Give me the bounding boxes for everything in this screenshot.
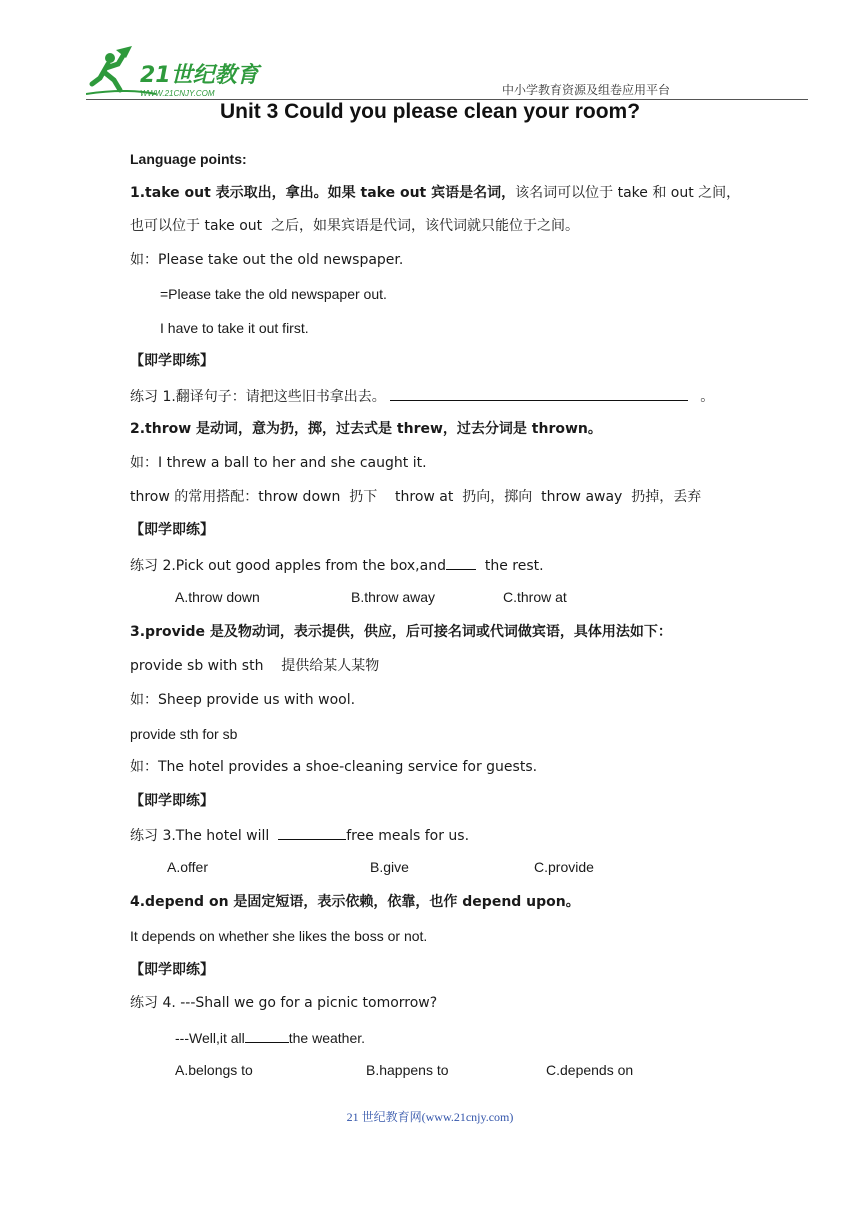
exercise-3-end: free meals for us. <box>346 828 470 844</box>
logo-text: 21世纪教育 <box>140 63 259 88</box>
exercise-1-prompt: 练习 1.翻译句子：请把这些旧书拿出去。 <box>130 389 386 405</box>
practice-heading: 【即学即练】 <box>130 522 214 538</box>
practice-heading: 【即学即练】 <box>130 793 214 809</box>
exercise-2 <box>130 555 544 575</box>
page-header <box>86 44 808 102</box>
example-line: 如：Sheep provide us with wool. <box>130 692 356 708</box>
exercise-4-reply <box>175 1028 365 1047</box>
point-1-heading <box>130 183 740 202</box>
logo-21cnjy <box>86 44 286 100</box>
exercise-1 <box>130 386 714 406</box>
page-footer: 21 世纪教育网(www.21cnjy.com) <box>346 1110 514 1124</box>
exercise-3 <box>130 825 469 845</box>
exercise-4: 练习 4. ---Shall we go for a picnic tomorrow? <box>130 995 438 1011</box>
section-heading: Language points: <box>130 151 247 167</box>
usage-line: provide sth for sb <box>130 726 238 742</box>
exercise-3-prompt: 练习 3.The hotel will <box>130 828 279 844</box>
example-line: 如：I threw a ball to her and she caught it. <box>130 455 427 471</box>
answer-blank[interactable] <box>446 555 476 570</box>
option-c[interactable]: C.throw at <box>503 589 567 605</box>
page-title: Unit 3 Could you please clean your room? <box>219 100 641 123</box>
exercise-2-prompt: 练习 2.Pick out good apples from the box,and <box>130 558 446 574</box>
collocation-line: throw 的常用搭配：throw down 扔下 throw at 扔向，掷向 throw away 扔掉，丢弃 <box>130 489 702 505</box>
exercise-2-end: the rest. <box>475 558 544 574</box>
practice-heading: 【即学即练】 <box>130 353 214 369</box>
exercise-4-reply-end: the weather. <box>288 1030 366 1046</box>
option-a[interactable]: A.belongs to <box>175 1062 253 1078</box>
option-a[interactable]: A.throw down <box>175 589 260 605</box>
example-line: I have to take it out first. <box>160 320 309 336</box>
option-c[interactable]: C.provide <box>534 859 594 875</box>
point-1-bold: 1.take out 表示取出，拿出。如果 take out 宾语是名词， <box>130 185 516 201</box>
point-3-heading: 3.provide 是及物动词，表示提供，供应，后可接名词或代词做宾语，具体用法如下： <box>130 624 672 640</box>
example-line: =Please take the old newspaper out. <box>160 286 387 302</box>
option-c[interactable]: C.depends on <box>546 1062 634 1078</box>
option-b[interactable]: B.give <box>370 859 409 875</box>
example-line: 如：The hotel provides a shoe-cleaning service for guests. <box>130 759 538 775</box>
option-b[interactable]: B.happens to <box>366 1062 449 1078</box>
answer-blank[interactable] <box>245 1028 289 1043</box>
exercise-1-end: 。 <box>700 389 715 405</box>
site-tagline: 中小学教育资源及组卷应用平台 <box>501 83 670 97</box>
option-b[interactable]: B.throw away <box>351 589 436 605</box>
practice-heading: 【即学即练】 <box>130 962 214 978</box>
point-1-text: 也可以位于 take out 之后，如果宾语是代词，该代词就只能位于之间。 <box>130 218 580 234</box>
example-line: 如：Please take out the old newspaper. <box>130 252 404 268</box>
point-1-rest: 该名词可以位于 take 和 out 之间， <box>515 185 741 201</box>
exercise-4-reply-start: ---Well,it all <box>175 1030 245 1046</box>
point-2-heading: 2.throw 是动词，意为扔，掷，过去式是 threw，过去分词是 thrown。 <box>130 421 602 437</box>
point-4-heading: 4.depend on 是固定短语，表示依赖，依靠，也作 depend upon。 <box>130 894 580 910</box>
answer-blank[interactable] <box>390 386 688 401</box>
option-a[interactable]: A.offer <box>167 859 208 875</box>
example-line: It depends on whether she likes the boss or not. <box>130 928 428 944</box>
logo-url: WWW.21CNJY.COM <box>140 89 215 98</box>
usage-line: provide sb with sth 提供给某人某物 <box>130 658 380 674</box>
answer-blank[interactable] <box>278 825 346 840</box>
